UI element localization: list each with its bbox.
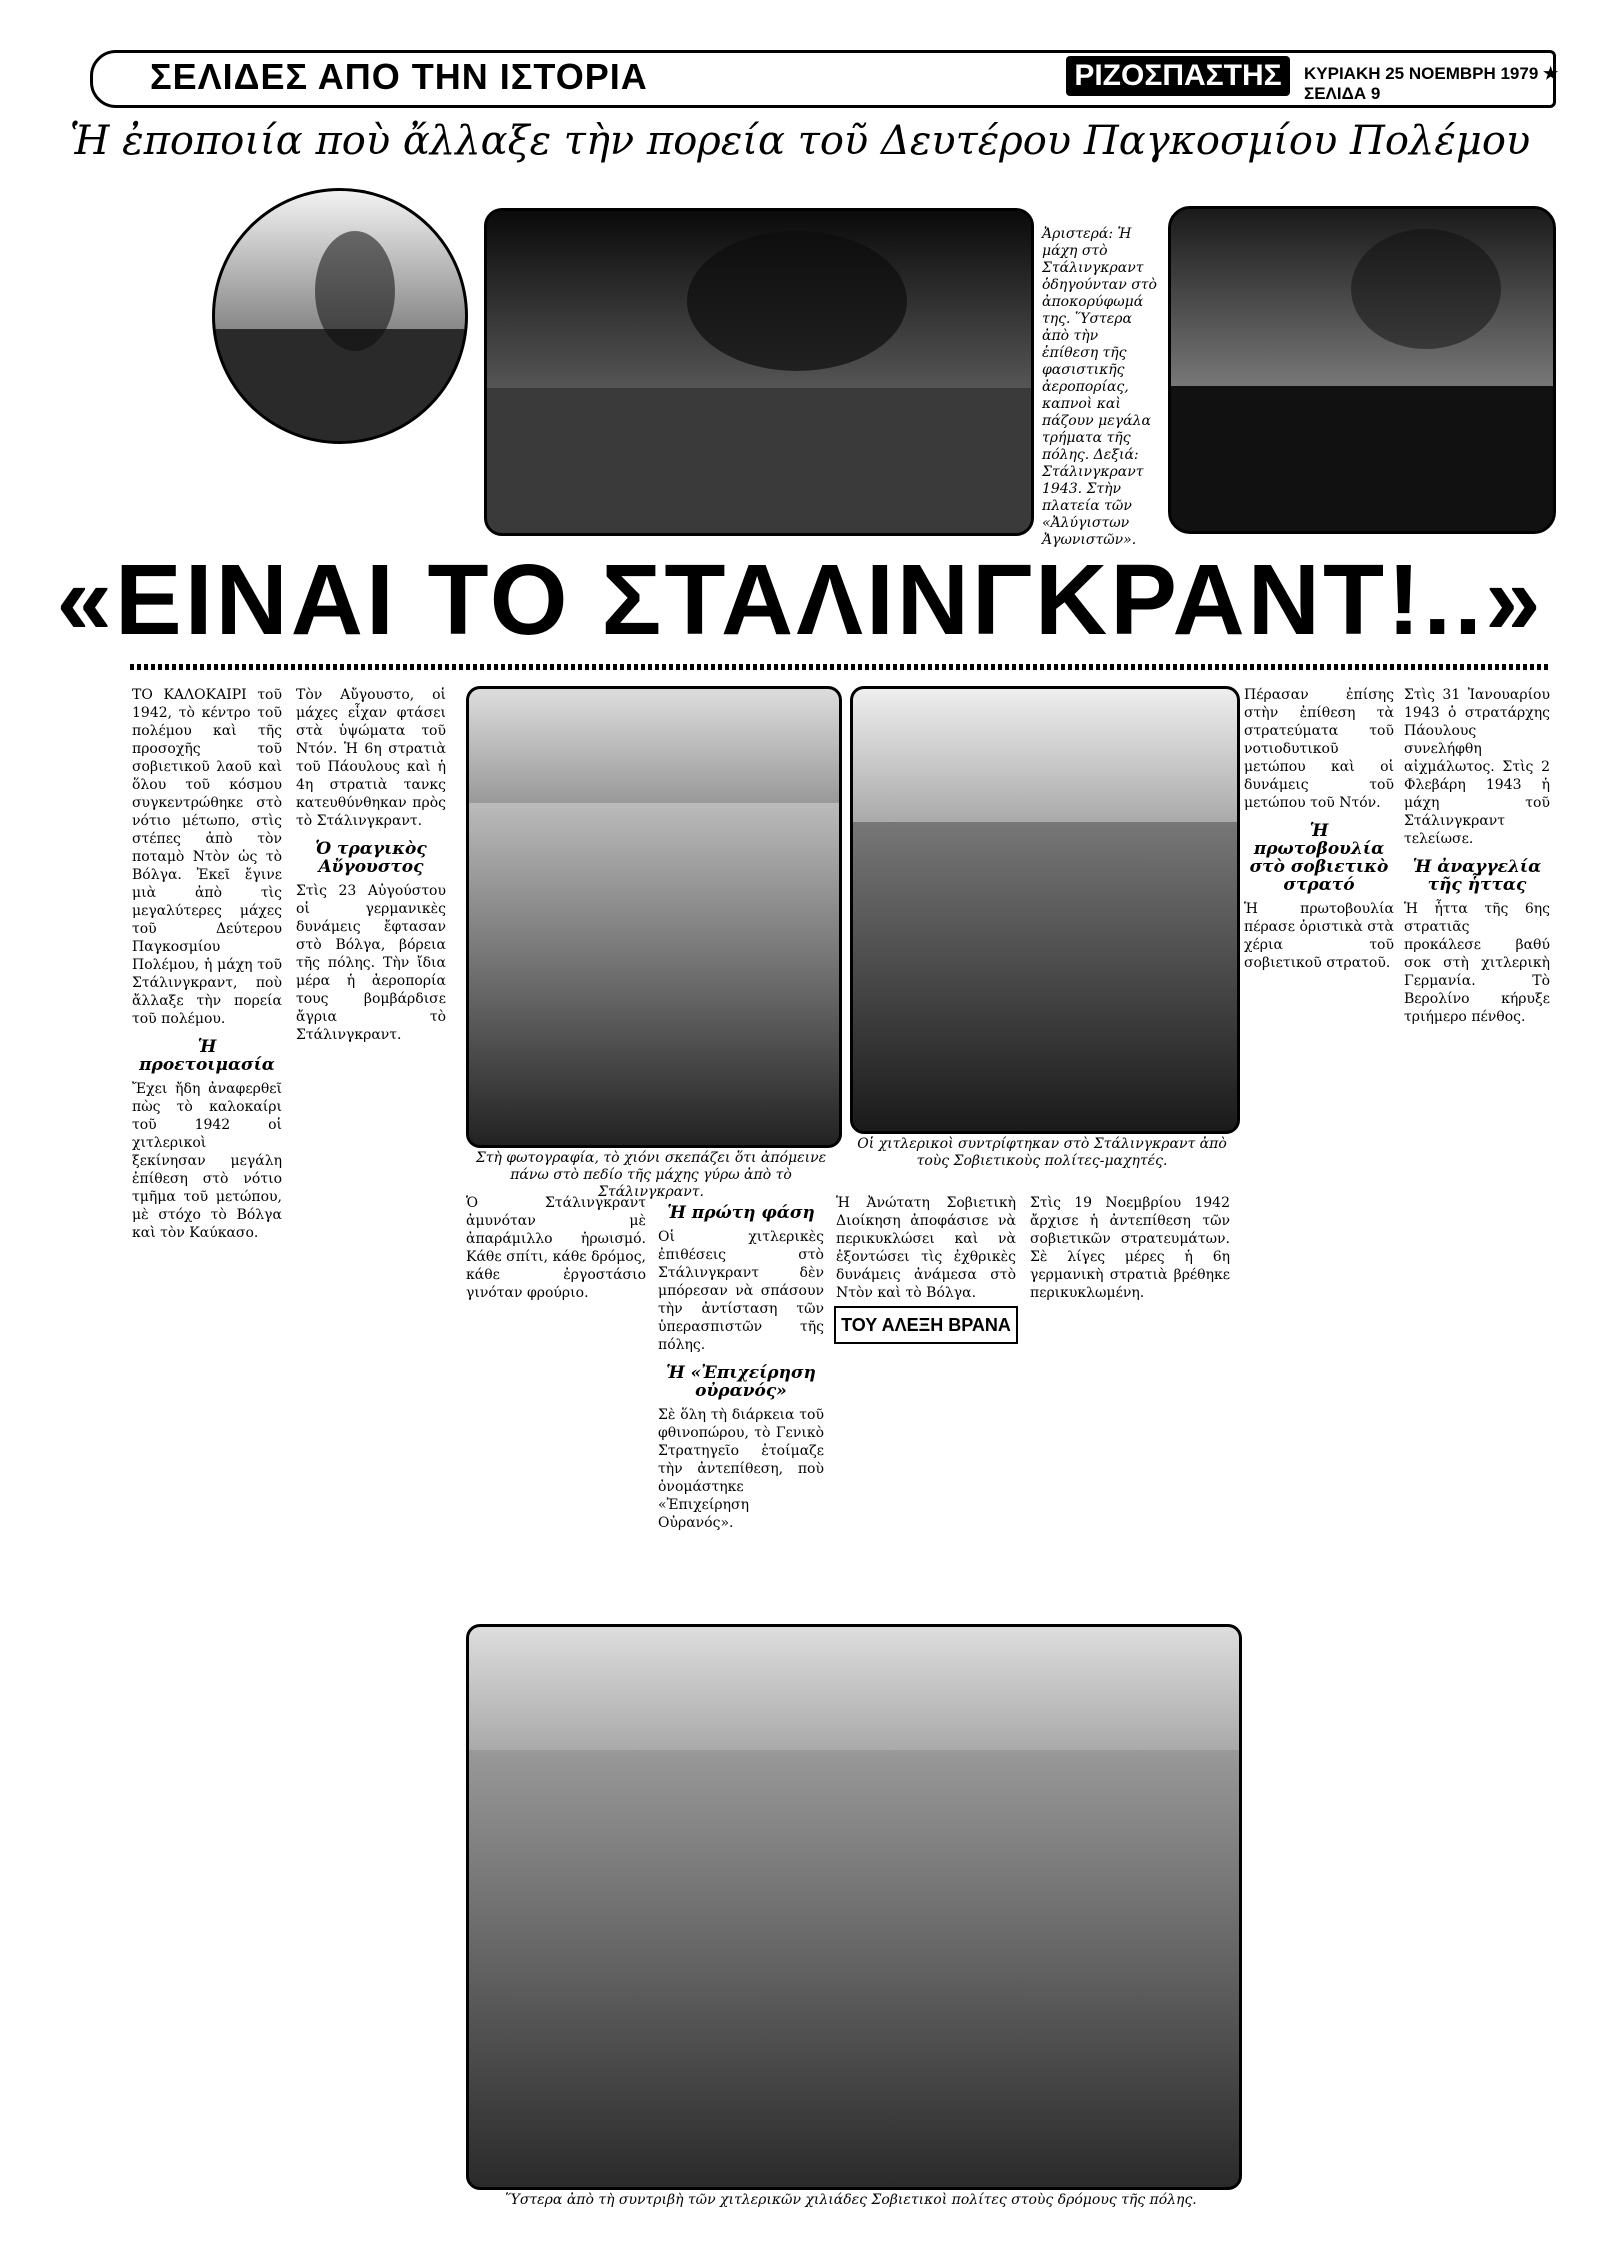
- subhead-operation-uranus: Ἡ «Ἐπιχείρηση οὐρανός»: [666, 1363, 816, 1401]
- article-column-3: [466, 1194, 646, 1594]
- august-paragraph: Στὶς 23 Αὐγούστου οἱ γερμανικὲς δυνάμεις ἔφτασαν στὸ Βόλγα, βόρεια τῆς πόλης. Τὴν ἴδια μέρα ἡ ἀεροπορία τους βομβάρδισε ἄγρια τὸ Στάλινγκραντ.: [296, 883, 446, 1043]
- preparation-paragraph: Ἔχει ἤδη ἀναφερθεῖ πὼς τὸ καλοκαίρι τοῦ 1942 οἱ χιτλερικοὶ ξεκίνησαν μεγάλη ἐπίθεση στὸ νότιο τμῆμα τοῦ μετώπου, μὲ στόχο τὸ Βόλγα καὶ τὸν Καύκασο.: [132, 1081, 282, 1241]
- photo-city-crowds: [466, 1624, 1242, 2190]
- column-7-paragraph: Στὶς 31 Ἰανουαρίου 1943 ὁ στρατάρχης Πάουλους συνελήφθη αἰχμάλωτος. Στὶς 2 Φλεβάρη 1943 ἡ μάχη τοῦ Στάλινγκραντ τελείωσε.: [1404, 687, 1550, 847]
- article-column-7: [1404, 686, 1550, 2176]
- subhead-initiative: Ἡ πρωτοβουλία στὸ σοβιετικὸ στρατό: [1249, 821, 1389, 895]
- subhead-defeat-announcement: Ἡ ἀναγγελία τῆς ἧττας: [1412, 857, 1542, 895]
- column-3-paragraph: Ὁ Στάλινγκραντ ἀμυνόταν μὲ ἀπαράμιλλο ἡρωισμό. Κάθε σπίτι, κάθε δρόμος, κάθε ἐργοστάσιο γινόταν φρούριο.: [466, 1195, 646, 1301]
- article-column-2: [296, 686, 446, 2176]
- author-byline: ΤΟΥ ΑΛΕΞΗ ΒΡΑΝΑ: [834, 1306, 1018, 1344]
- photo-victory-square: [1168, 206, 1556, 534]
- column-2-paragraph: Τὸν Αὔγουστο, οἱ μάχες εἶχαν φτάσει στὰ ὑψώματα τοῦ Ντόν. Ἡ 6η στρατιὰ τοῦ Πάουλους καὶ ἡ 4η στρατιὰ τανκς κατευθύνθηκαν πρὸς τὸ Στάλινγκραντ.: [296, 687, 446, 829]
- caption-snow-battlefield: Στὴ φωτογραφία, τὸ χιόνι σκεπάζει ὅτι ἀπόμεινε πάνω στὸ πεδίο τῆς μάχης γύρω ἀπὸ τὸ Στάλινγκραντ.: [475, 1150, 827, 1200]
- article-column-5: [1030, 1194, 1230, 1594]
- defeat-paragraph: Ἡ ἧττα τῆς 6ης στρατιᾶς προκάλεσε βαθύ σοκ στὴ χιτλερικὴ Γερμανία. Τὸ Βερολίνο κήρυξε τριήμερο πένθος.: [1404, 901, 1550, 1025]
- photo-burning-street: [484, 208, 1034, 536]
- newspaper-masthead: ΡΙΖΟΣΠΑΣΤΗΣ: [1066, 56, 1290, 96]
- top-caption: Ἀριστερά: Ἡ μάχη στὸ Στάλινγκραντ ὁδηγούνταν στὸ ἀποκορύφωμά της. Ὕστερα ἀπὸ τὴν ἐπίθεση τῆς φασιστικῆς ἀεροπορίας, καπνοὶ καὶ πάζουν μεγάλα τρήματα τῆς πόλης. Δεξιά: Στάλινγκραντ 1943. Στὴν πλατεία τῶν «Ἀλύγιστων Ἀγωνιστῶν».: [1042, 226, 1157, 548]
- kicker-title: Ἡ ἐποποιία ποὺ ἄλλαξε τὴν πορεία τοῦ Δευτέρου Παγκοσμίου Πολέμου: [69, 118, 1531, 164]
- column-6-paragraph: Πέρασαν ἐπίσης στὴν ἐπίθεση τὰ στρατεύματα τοῦ νοτιοδυτικοῦ μετώπου καὶ οἱ δυνάμεις τοῦ μετώπου τοῦ Ντόν.: [1244, 687, 1394, 811]
- intro-paragraph: ΤΟ ΚΑΛΟΚΑΙΡΙ τοῦ 1942, τὸ κέντρο τοῦ πολέμου καὶ τῆς προσοχῆς τοῦ σοβιετικοῦ λαοῦ καὶ ὅλου τοῦ κόσμου συγκεντρώθηκε στὸ νότιο μέτωπο, στὶς στέπες ἀπὸ τὸν ποταμὸ Ντὸν ὡς τὸ Βόλγα. Ἐκεῖ ἔγινε μιὰ ἀπὸ τὶς μεγαλύτερες μάχες τοῦ Δεύτερου Παγκοσμίου Πολέμου, ἡ μάχη τοῦ Στάλινγκραντ, ποὺ ἄλλαξε τὴν πορεία τοῦ πολέμου.: [132, 687, 282, 1027]
- caption-rubble-fighters: Οἱ χιτλερικοὶ συντρίφτηκαν στὸ Στάλινγκραντ ἀπὸ τοὺς Σοβιετικοὺς πολίτες-μαχητές.: [857, 1136, 1227, 1169]
- subhead-preparation: Ἡ προετοιμασία: [139, 1037, 275, 1075]
- article-column-1: [132, 686, 282, 2176]
- subhead-first-phase: Ἡ πρώτη φάση: [667, 1203, 815, 1223]
- article-column-3b: [658, 1194, 824, 1594]
- article-column-6: [1244, 686, 1394, 2176]
- article-column-4: [836, 1194, 1016, 1304]
- date-line: ΚΥΡΙΑΚΗ 25 ΝΟΕΜΒΡΗ 1979 ★ ΣΕΛΙΔΑ 9: [1304, 64, 1559, 103]
- caption-city-crowds: Ὕστερα ἀπὸ τὴ συντριβὴ τῶν χιτλερικῶν χιλιάδες Σοβιετικοὶ πολίτες στοὺς δρόμους τῆς πόλης.: [505, 2192, 1197, 2208]
- headline: «ΕΙΝΑΙ ΤΟ ΣΤΑΛΙΝΓΚΡΑΝΤ!..»: [56, 544, 1544, 656]
- section-title: ΣΕΛΙΔΕΣ ΑΠΟ ΤΗΝ ΙΣΤΟΡΙΑ: [150, 56, 648, 97]
- photo-snow-battlefield: [466, 686, 842, 1148]
- column-5-paragraph: Στὶς 19 Νοεμβρίου 1942 ἄρχισε ἡ ἀντεπίθεση τῶν σοβιετικῶν στρατευμάτων. Σὲ λίγες μέρες ἡ 6η γερμανικὴ στρατιὰ βρέθηκε περικυκλωμένη.: [1030, 1195, 1230, 1301]
- subhead-august: Ὁ τραγικὸς Αὔγουστος: [315, 839, 427, 877]
- uranus-paragraph: Σὲ ὅλη τὴ διάρκεια τοῦ φθινοπώρου, τὸ Γενικὸ Στρατηγεῖο ἑτοίμαζε τὴν ἀντεπίθεση, ποὺ ὀνομάστηκε «Ἐπιχείρηση Οὐρανός».: [658, 1407, 824, 1531]
- column-4-paragraph: Ἡ Ἀνώτατη Σοβιετικὴ Διοίκηση ἀποφάσισε νὰ περικυκλώσει καὶ νὰ ἐξοντώσει τὶς ἐχθρικὲς δυνάμεις ἀνάμεσα στὸ Ντὸν καὶ τὸ Βόλγα.: [836, 1195, 1016, 1301]
- first-phase-paragraph: Οἱ χιτλερικὲς ἐπιθέσεις στὸ Στάλινγκραντ δὲν μπόρεσαν νὰ σπάσουν τὴν ἀντίσταση τῶν ὑπερασπιστῶν τῆς πόλης.: [658, 1229, 824, 1353]
- initiative-paragraph: Ἡ πρωτοβουλία πέρασε ὁριστικὰ στὰ χέρια τοῦ σοβιετικοῦ στρατοῦ.: [1244, 901, 1394, 971]
- photo-circle-ruined-city: [212, 188, 468, 444]
- divider-rule: [130, 664, 1550, 670]
- photo-rubble-fighters: [850, 686, 1240, 1134]
